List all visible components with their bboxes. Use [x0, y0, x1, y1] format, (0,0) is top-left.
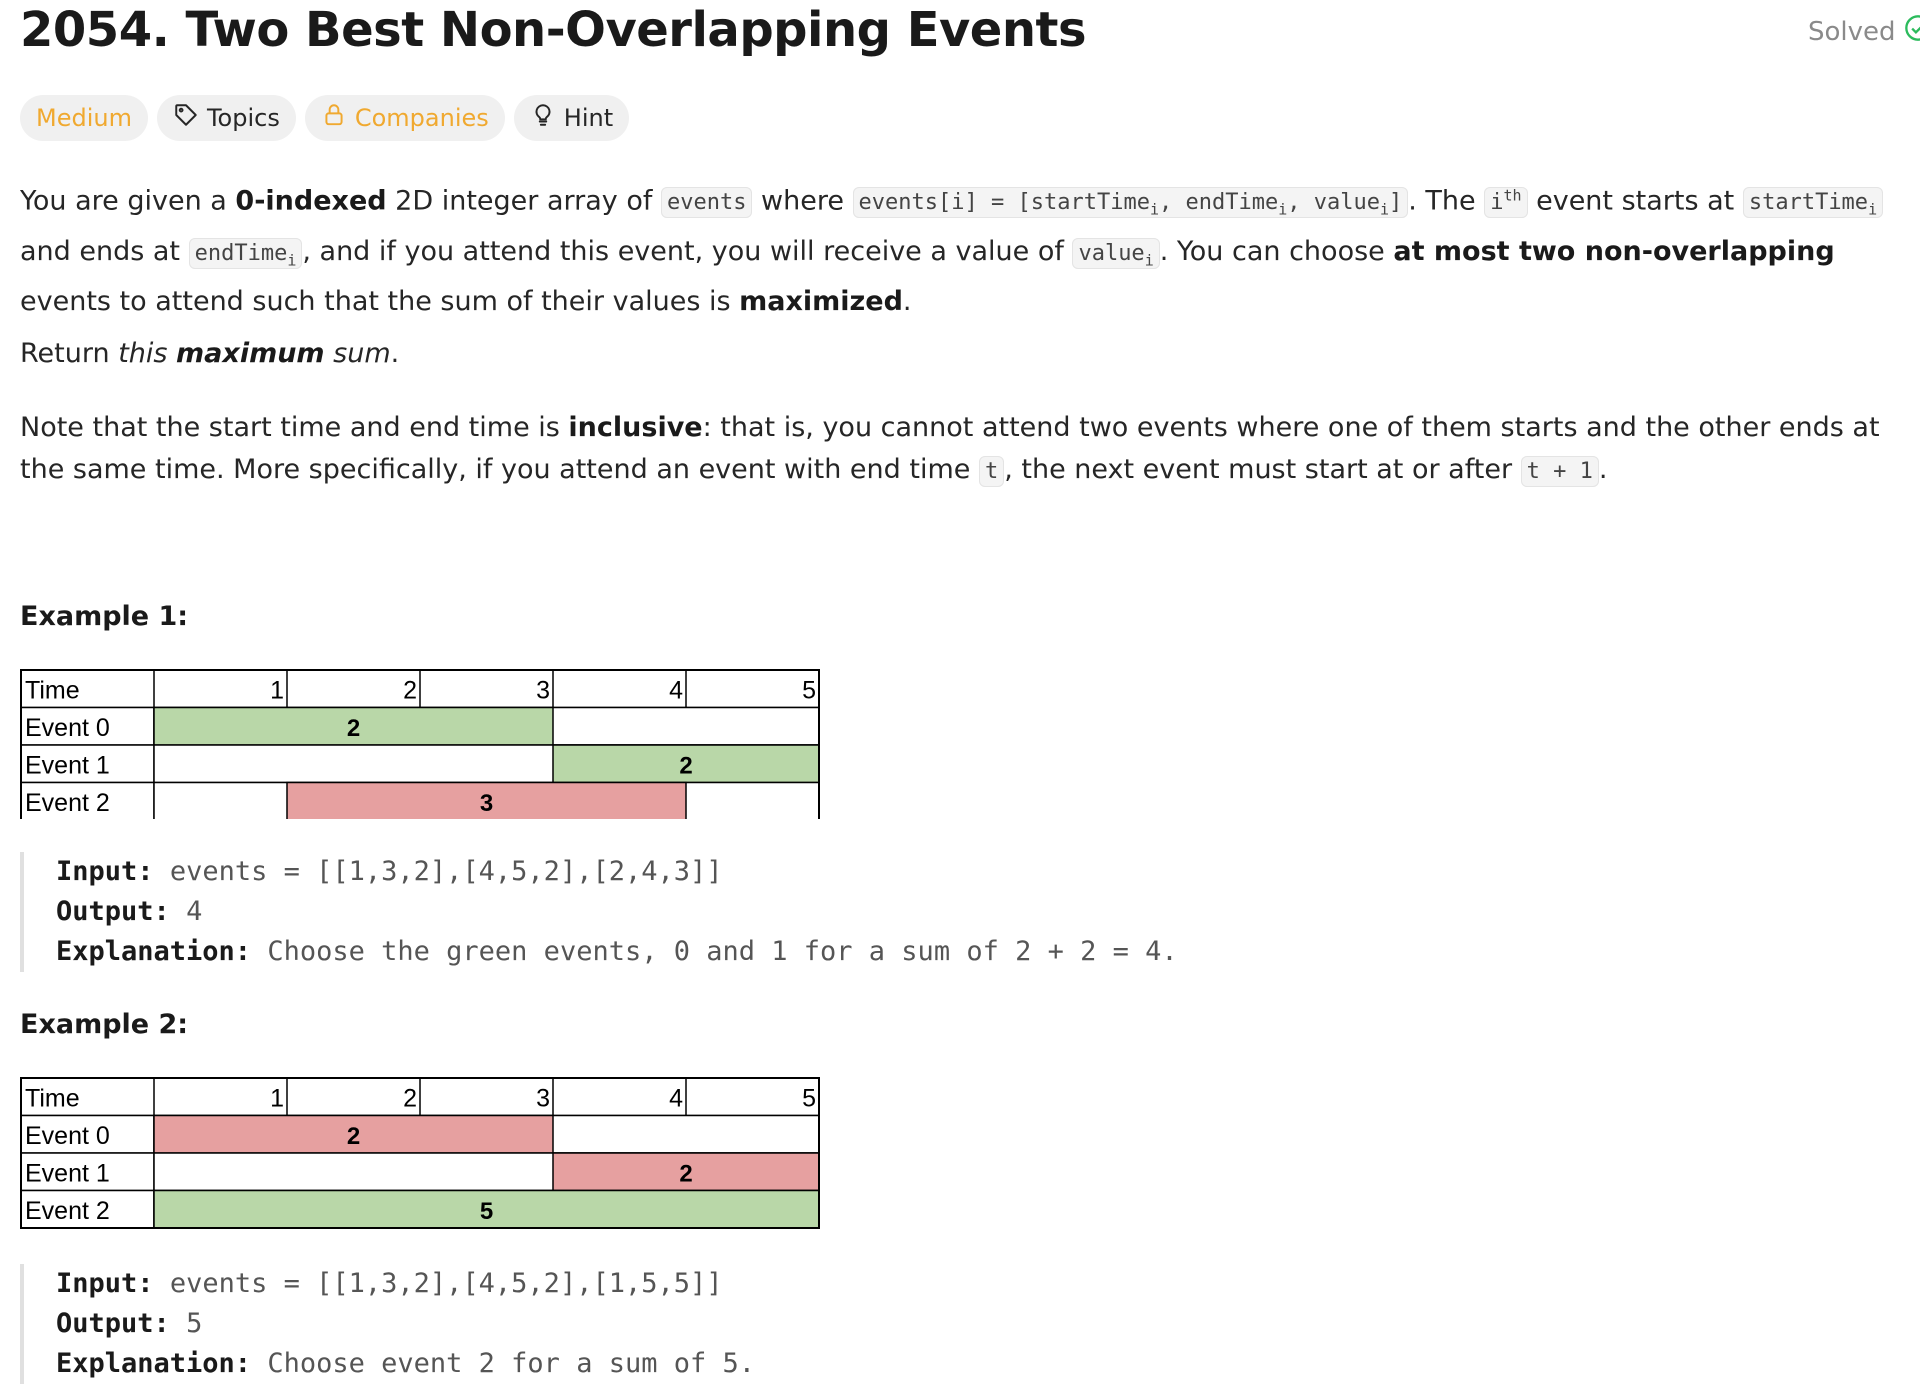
code-subscript: i: [1278, 200, 1288, 219]
inline-code: [1072, 238, 1159, 269]
inline-code: [661, 187, 752, 218]
event-value-label: 5: [479, 1198, 494, 1225]
explanation-value: Choose event 2 for a sum of 5.: [267, 1348, 756, 1379]
event-label: Event 2: [25, 789, 110, 817]
code-text: endTime: [194, 240, 288, 266]
text: : that is, you cannot attend two events where one of them starts and the other ends at the same time. More specifically, if you attend an event with end time: [20, 412, 1880, 485]
text: where: [752, 185, 853, 217]
code-text: t + 1: [1526, 459, 1593, 484]
event-label: Event 0: [25, 714, 110, 742]
text: event starts at: [1527, 185, 1743, 217]
hint-button[interactable]: [514, 95, 629, 141]
text: Note that the start time and end time is: [20, 412, 569, 443]
code-subscript: i: [1149, 200, 1159, 219]
difficulty-label: Medium: [36, 104, 132, 132]
example-1-output-line: [56, 892, 1320, 932]
event-label: Event 1: [25, 1159, 110, 1188]
topics-button[interactable]: [157, 95, 296, 141]
bold-text: inclusive: [568, 412, 703, 443]
timeline-tick-label: 3: [536, 676, 550, 705]
example-2-output-line: [56, 1304, 1320, 1344]
text: .: [1598, 454, 1608, 485]
example-1-explanation-line: [56, 932, 1320, 972]
event-label: Event 2: [25, 1197, 110, 1225]
timeline-diagram: [20, 1077, 820, 1232]
output-label: Output:: [56, 896, 170, 927]
problem-title: 2054. Two Best Non-Overlapping Events: [20, 2, 1087, 58]
topics-label: Topics: [206, 104, 280, 132]
example-2-explanation-line: [56, 1344, 1320, 1384]
code-subscript: i: [1144, 251, 1154, 270]
timeline-tick-label: 4: [669, 676, 683, 705]
description-paragraph-1: [20, 175, 1910, 323]
text: . You can choose: [1159, 235, 1394, 267]
example-1-code-block: [20, 852, 1320, 972]
text: .: [390, 338, 400, 369]
solved-label: Solved: [1808, 16, 1896, 47]
example-2-timeline: [20, 1077, 820, 1236]
event-value-label: 2: [679, 1160, 693, 1188]
code-text: startTime: [1748, 190, 1869, 216]
description-paragraph-3: [20, 407, 1910, 493]
italic-text: sum: [324, 338, 391, 369]
text: .: [902, 286, 912, 318]
check-circle-icon: [1904, 14, 1920, 49]
text: , the next event must start at or after: [1004, 454, 1521, 485]
code-text: events: [666, 190, 747, 216]
timeline-tick-label: 5: [802, 1084, 816, 1113]
code-subscript: i: [1379, 200, 1389, 219]
code-text: i: [1490, 190, 1504, 216]
inline-code: [1521, 456, 1599, 487]
code-subscript: i: [1868, 200, 1878, 219]
tag-icon: [173, 102, 199, 134]
input-value: events = [[1,3,2],[4,5,2],[1,5,5]]: [169, 1268, 723, 1299]
code-text: , endTime: [1158, 190, 1279, 216]
timeline-header-label: Time: [25, 676, 80, 705]
text: , and if you attend this event, you will receive a value of: [302, 235, 1073, 267]
inline-code: [1484, 187, 1527, 218]
hint-label: Hint: [563, 104, 614, 132]
example-2-input-line: [56, 1264, 1320, 1304]
description-paragraph-2: [20, 333, 1910, 375]
text: . The: [1408, 185, 1485, 217]
output-value: 4: [186, 896, 203, 927]
input-label: Input:: [56, 856, 154, 887]
code-text: events[i] = [startTime: [858, 190, 1150, 216]
code-subscript: i: [287, 251, 297, 270]
timeline-tick-label: 1: [270, 1084, 284, 1113]
inline-code: [1743, 187, 1883, 218]
input-label: Input:: [56, 1268, 154, 1299]
event-value-label: 2: [346, 1123, 361, 1150]
timeline-tick-label: 1: [270, 676, 284, 705]
bold-italic-text: maximum: [176, 338, 325, 369]
companies-label: Companies: [354, 104, 489, 132]
explanation-label: Explanation:: [56, 1348, 252, 1379]
explanation-value: Choose the green events, 0 and 1 for a sum of 2 + 2 = 4.: [267, 936, 1178, 967]
inline-code: [853, 187, 1409, 218]
inline-code: [979, 456, 1004, 487]
event-value-label: 3: [479, 790, 494, 817]
text: Return: [20, 338, 119, 369]
bold-text: maximized: [739, 286, 903, 318]
lightbulb-icon: [530, 102, 556, 134]
solved-status: [1808, 14, 1920, 49]
code-text: ]: [1388, 190, 1403, 216]
code-text: , value: [1287, 190, 1380, 216]
explanation-label: Explanation:: [56, 936, 252, 967]
tag-bar: [20, 95, 629, 141]
timeline-tick-label: 5: [802, 676, 816, 705]
timeline-tick-label: 2: [403, 676, 417, 705]
italic-text: this: [118, 338, 177, 369]
timeline-diagram: [20, 669, 820, 819]
code-text: t: [984, 459, 999, 484]
event-value-label: 2: [346, 715, 361, 742]
text: and ends at: [20, 235, 189, 267]
code-superscript: th: [1503, 187, 1522, 205]
event-label: Event 0: [25, 1122, 110, 1150]
lock-icon: [321, 102, 347, 134]
event-label: Event 1: [25, 751, 110, 780]
example-2-title: Example 2:: [20, 1009, 189, 1040]
timeline-header-label: Time: [25, 1084, 80, 1113]
bold-text: 0-indexed: [235, 185, 387, 217]
timeline-tick-label: 4: [669, 1084, 683, 1113]
timeline-tick-label: 2: [403, 1084, 417, 1113]
bold-text: at most two non-overlapping: [1393, 235, 1835, 267]
input-value: events = [[1,3,2],[4,5,2],[2,4,3]]: [169, 856, 723, 887]
inline-code: [189, 238, 303, 269]
text: You are given a: [20, 185, 236, 217]
output-label: Output:: [56, 1308, 170, 1339]
code-text: value: [1078, 240, 1145, 266]
timeline-tick-label: 3: [536, 1084, 550, 1113]
example-1-title: Example 1:: [20, 601, 189, 632]
text: 2D integer array of: [386, 185, 661, 217]
output-value: 5: [186, 1308, 203, 1339]
event-value-label: 2: [679, 752, 693, 780]
difficulty-badge[interactable]: [20, 95, 148, 141]
example-1-input-line: [56, 852, 1320, 892]
text: events to attend such that the sum of their values is: [20, 286, 740, 318]
example-1-timeline: [20, 669, 820, 823]
companies-button[interactable]: [305, 95, 505, 141]
example-2-code-block: [20, 1264, 1320, 1384]
